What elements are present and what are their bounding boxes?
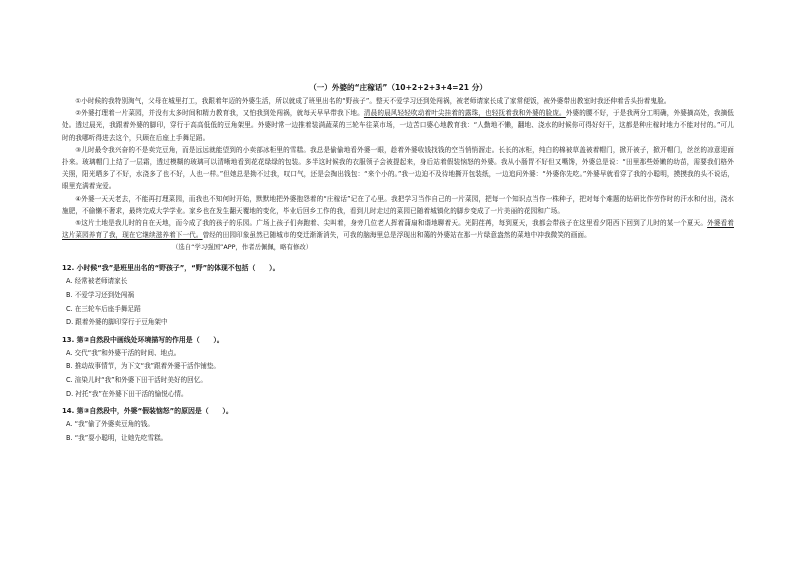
underlined-sentence: 外婆看着这片菜园养育了我，现在它继续滋养着下一代。 [62,219,734,240]
paragraph-text: 曾经的田园印象虽然已随城市的变迁渐渐消失，可我的脑海里总是浮现出和蔼的外婆站在那一片绿意盎然的菜地中冲我微笑的画面。 [202,231,591,240]
passage [62,95,734,241]
passage-paragraph [62,144,734,193]
question-stem: 13. 第②自然段中画线处环境描写的作用是（ ）。 [62,335,224,344]
answer-option: A. “我”偷了外婆卖豆角的钱。 [66,420,154,429]
answer-option: A. 交代“我”和外婆干活的时间、地点。 [66,348,181,357]
source-note: （选自“学习强国”APP，作者岳佩佩，略有修改） [172,243,313,252]
question-list [62,262,734,445]
answer-option: A. 经常被老师请家长 [66,277,128,286]
answer-option: D. 跟着外婆的脚印穿行于豆角架中 [66,318,168,327]
paragraph-text: ⑤这片土地是我儿时的自在天地，而今成了我的孩子的乐园。广场上孩子们奔跑着、尖叫着，身旁几位老人挥着蒲扇和谐地聊着天。光阴荏苒，每到夏天，我都会带孩子在这里看夕阳西下回到了儿时的某一个夏天。 [75,219,708,228]
reading-section [62,82,734,445]
answer-option: C. 渲染儿时“我”和外婆下田干活时美好的回忆。 [66,376,207,384]
passage-paragraph [62,193,734,217]
answer-option: B. 推动故事情节，为下文“我”跟着外婆干活作铺垫。 [66,362,221,371]
underlined-sentence: 清晨的晨风轻轻吹动着叶尖挂着的露珠，也轻抚着我和外婆的脸庞。 [363,109,566,118]
question-stem: 12. 小时候“我”是班里出名的“野孩子”，“野”的体现不包括（ ）。 [62,264,280,273]
answer-option: B. “我”耍小聪明，让她先吃雪糕。 [66,433,168,442]
paragraph-text: ②外婆打理着一片菜园，并没有太多时间和精力教育我，又怕我到处闯祸，就每天早早带我下地。 [75,109,364,118]
passage-paragraph [62,95,734,107]
answer-option: C. 在三轮车后座手舞足蹈 [66,304,141,313]
passage-paragraph [62,217,734,241]
passage-paragraph [62,107,734,144]
paragraph-text: ③儿时最令我兴奋的不是卖完豆角，而是远远就能望到的小卖部冰柜里的雪糕。我总是偷偷地看外婆一眼，趁着外婆收钱找钱的空当悄悄溜走。长长的冰柜，纯白的棉被草盖被着帽门，掀开被子，掀开帽门，丝丝的凉意迎面扑来。玻璃帽门上结了一层霜，透过模糊的玻璃可以清晰地看到花花绿绿的包装。多半这时候我的衣服领子会被提起来，身后站着假装恼怒的外婆。我从小肠胃不好但又嘴馋，外婆总是说：“田里那些娇嫩的幼苗，需要我们格外关照，阳光晒多了不好，水浇多了也不好，人也一样。”但她总是拗不过我，叹口气，还是会掏出钱包：“来个小的。”我一边迫不及待地撕开包装纸，一边追问外婆：“外婆你先吃。”外婆早就看穿了我的小聪明，摸摸我的头不说话，眼里充满着宠爱。 [62,145,734,191]
question-stem: 14. 第③自然段中，外婆“假装恼怒”的原因是（ ）。 [62,407,233,416]
paragraph-text: 外婆的腰不好，于是我两分工明确，外婆摘高处，我摘低处。透过晨光，我跟着外婆的脚印，穿行于高高低低的豆角架里。外婆时常一边推着装满蔬菜的三轮车往菜市场，一边苦口婆心地教育我：“人勤地不懒，翻地、浇水的时候你可得好好干，这都是种庄稼时地力不能对付的。”可儿时的我哪听得进去这个，只顾在后座上手舞足蹈。 [62,109,735,142]
paragraph-text: ①小时候的我特别淘气，父母在城里打工，我跟着年迈的外婆生活，所以就成了班里出名的“野孩子”。整天不爱学习还到处闯祸，被老师请家长成了家常便饭，被外婆带出教室时我还伸着舌头扮着鬼脸。 [75,97,671,105]
paragraph-text: ④外婆一天天老去，不能再打理菜园，而我也不知何时开始，默默地把外婆抱怨着的“庄稼话”记在了心里。我把学习当作自己的一片菜园，把每一个知识点当作一株种子，把对每个难题的钻研比作劳作时的汗水和付出，浇水施肥，不偷懒不奢求，最终完成大学学业。家乡也在发生翻天覆地的变化，毕业后回乡工作的我，看到儿时走过的菜园已随着城镇化的脚步变成了一片美丽的花园和广场。 [62,194,734,215]
answer-option: B. 不爱学习还到处闯祸 [66,291,135,300]
section-title: （一）外婆的“庄稼话”（10+2+2+3+4=21 分） [309,83,487,92]
answer-option: D. 衬托“我”在外婆下田干活的愉悦心情。 [66,389,188,398]
